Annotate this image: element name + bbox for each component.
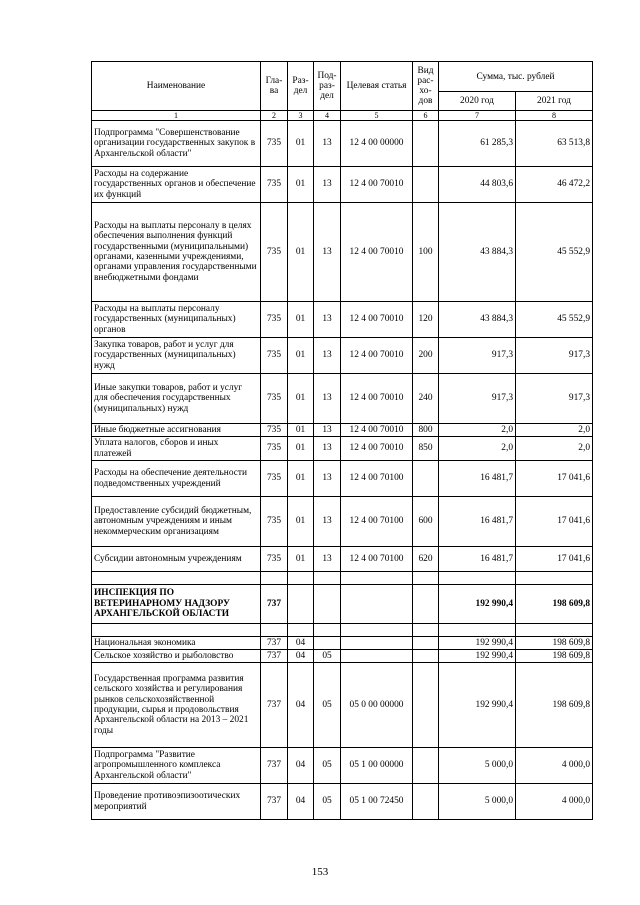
row-razdel: 01 <box>288 437 314 461</box>
row-amount-2020: 192 990,4 <box>439 650 516 663</box>
header-summa: Сумма, тыс. рублей <box>439 62 593 92</box>
row-amount-2021: 2,0 <box>516 424 593 437</box>
row-amount-2020: 917,3 <box>439 338 516 374</box>
row-amount-2021: 4 000,0 <box>516 784 593 820</box>
row-vid: 850 <box>413 437 439 461</box>
column-number: 2 <box>261 111 288 121</box>
row-glava: 737 <box>261 650 288 663</box>
row-razdel: 04 <box>288 748 314 784</box>
budget-table <box>91 61 593 820</box>
table-row-section <box>92 585 593 624</box>
row-razdel: 01 <box>288 547 314 572</box>
row-amount-2020: 5 000,0 <box>439 784 516 820</box>
row-amount-2020: 192 990,4 <box>439 663 516 748</box>
row-amount-2021: 46 472,2 <box>516 167 593 203</box>
row-name: Субсидии автономным учреждениям <box>92 547 261 572</box>
row-vid: 240 <box>413 374 439 424</box>
row-razdel: 01 <box>288 424 314 437</box>
row-name: Подпрограмма "Развитие агропромышленного комплекса Архангельской области" <box>92 748 261 784</box>
row-razdel: 01 <box>288 302 314 338</box>
table-row <box>92 203 593 302</box>
table-row <box>92 461 593 497</box>
table-row <box>92 121 593 167</box>
row-glava: 735 <box>261 302 288 338</box>
row-name: Расходы на выплаты персоналу в целях обеспечения выполнения функций государственными (муниципальными) органами, казенными учреждениями, органами управления государственными внебюджетными фондами <box>92 203 261 302</box>
row-razdel <box>288 572 314 585</box>
row-glava: 735 <box>261 121 288 167</box>
row-glava <box>261 624 288 637</box>
row-glava: 735 <box>261 461 288 497</box>
row-podrazdel <box>314 637 341 650</box>
table-row <box>92 650 593 663</box>
row-amount-2020: 192 990,4 <box>439 585 516 624</box>
row-amount-2021: 917,3 <box>516 338 593 374</box>
table-row <box>92 374 593 424</box>
column-number: 4 <box>314 111 341 121</box>
row-glava: 737 <box>261 784 288 820</box>
row-glava: 735 <box>261 338 288 374</box>
row-podrazdel: 13 <box>314 424 341 437</box>
table-row <box>92 424 593 437</box>
row-amount-2021: 17 041,6 <box>516 547 593 572</box>
column-number: 6 <box>413 111 439 121</box>
row-amount-2021: 917,3 <box>516 374 593 424</box>
row-name: Уплата налогов, сборов и иных платежей <box>92 437 261 461</box>
row-podrazdel <box>314 624 341 637</box>
table-row <box>92 784 593 820</box>
row-amount-2021 <box>516 624 593 637</box>
row-amount-2020: 44 803,6 <box>439 167 516 203</box>
row-glava: 737 <box>261 663 288 748</box>
row-podrazdel: 13 <box>314 461 341 497</box>
row-podrazdel: 13 <box>314 497 341 547</box>
row-amount-2021: 63 513,8 <box>516 121 593 167</box>
row-podrazdel: 13 <box>314 437 341 461</box>
table-row <box>92 497 593 547</box>
row-amount-2020: 192 990,4 <box>439 637 516 650</box>
row-target: 05 0 00 00000 <box>341 663 413 748</box>
row-amount-2021: 45 552,9 <box>516 302 593 338</box>
row-glava <box>261 572 288 585</box>
header-year-2020: 2020 год <box>439 92 516 111</box>
row-target: 05 1 00 00000 <box>341 748 413 784</box>
row-razdel: 01 <box>288 121 314 167</box>
header-podrazdel: Под-раз-дел <box>314 62 341 111</box>
row-name: Подпрограмма "Совершенствование организации государственных закупок в Архангельской области" <box>92 121 261 167</box>
row-razdel <box>288 585 314 624</box>
row-vid <box>413 624 439 637</box>
row-amount-2020: 5 000,0 <box>439 748 516 784</box>
row-name: Государственная программа развития сельского хозяйства и регулирования рынков сельскохозяйственной продукции, сырья и продовольствия Архангельской области на 2013 – 2021 годы <box>92 663 261 748</box>
row-target: 12 4 00 70010 <box>341 338 413 374</box>
row-target <box>341 585 413 624</box>
header-razdel: Раз-дел <box>288 62 314 111</box>
row-amount-2020 <box>439 624 516 637</box>
row-amount-2020: 16 481,7 <box>439 547 516 572</box>
row-vid <box>413 637 439 650</box>
row-podrazdel: 13 <box>314 121 341 167</box>
column-number: 5 <box>341 111 413 121</box>
row-amount-2020 <box>439 572 516 585</box>
row-target <box>341 624 413 637</box>
row-amount-2020: 2,0 <box>439 424 516 437</box>
row-vid: 800 <box>413 424 439 437</box>
row-podrazdel <box>314 572 341 585</box>
row-name: Расходы на выплаты персоналу государственных (муниципальных) органов <box>92 302 261 338</box>
table-row <box>92 624 593 637</box>
row-vid <box>413 167 439 203</box>
row-name: Проведение противоэпизоотических мероприятий <box>92 784 261 820</box>
header-name: Наименование <box>92 62 261 111</box>
row-razdel: 04 <box>288 784 314 820</box>
row-vid <box>413 121 439 167</box>
column-number: 1 <box>92 111 261 121</box>
row-name: Сельское хозяйство и рыболовство <box>92 650 261 663</box>
row-glava: 735 <box>261 374 288 424</box>
row-name: Расходы на содержание государственных органов и обеспечение их функций <box>92 167 261 203</box>
row-razdel: 01 <box>288 203 314 302</box>
row-target: 12 4 00 70010 <box>341 437 413 461</box>
row-glava: 735 <box>261 437 288 461</box>
row-target: 12 4 00 70010 <box>341 374 413 424</box>
row-name: Иные бюджетные ассигнования <box>92 424 261 437</box>
row-amount-2020: 917,3 <box>439 374 516 424</box>
row-amount-2021: 45 552,9 <box>516 203 593 302</box>
row-glava: 735 <box>261 547 288 572</box>
table-row <box>92 547 593 572</box>
row-target: 12 4 00 70010 <box>341 203 413 302</box>
column-number: 7 <box>439 111 516 121</box>
row-amount-2021: 198 609,8 <box>516 663 593 748</box>
row-amount-2021: 198 609,8 <box>516 637 593 650</box>
row-glava: 735 <box>261 424 288 437</box>
row-amount-2021 <box>516 572 593 585</box>
row-vid <box>413 748 439 784</box>
table-body <box>92 121 593 820</box>
row-amount-2021: 198 609,8 <box>516 585 593 624</box>
row-amount-2020: 43 884,3 <box>439 302 516 338</box>
page-number: 153 <box>311 866 329 878</box>
header-glava: Гла-ва <box>261 62 288 111</box>
row-razdel: 01 <box>288 374 314 424</box>
row-glava: 735 <box>261 497 288 547</box>
row-target <box>341 650 413 663</box>
row-vid: 600 <box>413 497 439 547</box>
row-target: 12 4 00 70010 <box>341 424 413 437</box>
table-row <box>92 637 593 650</box>
row-vid <box>413 650 439 663</box>
row-podrazdel: 05 <box>314 663 341 748</box>
row-name: Закупка товаров, работ и услуг для государственных (муниципальных) нужд <box>92 338 261 374</box>
row-vid: 200 <box>413 338 439 374</box>
row-amount-2021: 4 000,0 <box>516 748 593 784</box>
table-row <box>92 338 593 374</box>
row-razdel: 01 <box>288 167 314 203</box>
row-podrazdel: 13 <box>314 203 341 302</box>
row-glava: 737 <box>261 748 288 784</box>
table-row <box>92 302 593 338</box>
row-podrazdel: 13 <box>314 547 341 572</box>
row-target: 12 4 00 00000 <box>341 121 413 167</box>
header-target: Целевая статья <box>341 62 413 111</box>
row-podrazdel: 13 <box>314 338 341 374</box>
row-target: 12 4 00 70010 <box>341 167 413 203</box>
row-amount-2021: 17 041,6 <box>516 497 593 547</box>
row-vid: 620 <box>413 547 439 572</box>
row-target: 12 4 00 70100 <box>341 547 413 572</box>
table-row <box>92 748 593 784</box>
row-target: 12 4 00 70100 <box>341 461 413 497</box>
row-amount-2021: 198 609,8 <box>516 650 593 663</box>
row-podrazdel: 13 <box>314 167 341 203</box>
row-amount-2021: 17 041,6 <box>516 461 593 497</box>
row-razdel: 01 <box>288 461 314 497</box>
row-target: 12 4 00 70100 <box>341 497 413 547</box>
row-name: Предоставление субсидий бюджетным, автономным учреждениям и иным некоммерческим организациям <box>92 497 261 547</box>
row-amount-2020: 43 884,3 <box>439 203 516 302</box>
row-razdel: 01 <box>288 497 314 547</box>
column-number-row <box>92 111 593 121</box>
header-vid: Вид рас-хо-дов <box>413 62 439 111</box>
row-amount-2021: 2,0 <box>516 437 593 461</box>
row-glava: 737 <box>261 585 288 624</box>
row-name <box>92 624 261 637</box>
header-year-2021: 2021 год <box>516 92 593 111</box>
row-vid <box>413 572 439 585</box>
row-podrazdel: 13 <box>314 302 341 338</box>
row-glava: 735 <box>261 167 288 203</box>
row-vid <box>413 663 439 748</box>
row-vid: 100 <box>413 203 439 302</box>
row-podrazdel: 05 <box>314 650 341 663</box>
row-name: Иные закупки товаров, работ и услуг для обеспечения государственных (муниципальных) нужд <box>92 374 261 424</box>
row-target: 12 4 00 70010 <box>341 302 413 338</box>
row-razdel: 01 <box>288 338 314 374</box>
row-amount-2020: 16 481,7 <box>439 497 516 547</box>
row-vid <box>413 585 439 624</box>
table-row <box>92 167 593 203</box>
row-target <box>341 637 413 650</box>
row-vid <box>413 784 439 820</box>
column-number: 8 <box>516 111 593 121</box>
row-target <box>341 572 413 585</box>
row-amount-2020: 61 285,3 <box>439 121 516 167</box>
row-name: Расходы на обеспечение деятельности подведомственных учреждений <box>92 461 261 497</box>
row-razdel <box>288 624 314 637</box>
column-number: 3 <box>288 111 314 121</box>
row-glava: 737 <box>261 637 288 650</box>
table-row <box>92 663 593 748</box>
row-podrazdel: 13 <box>314 374 341 424</box>
row-razdel: 04 <box>288 663 314 748</box>
row-name <box>92 572 261 585</box>
table-row <box>92 572 593 585</box>
row-name: Национальная экономика <box>92 637 261 650</box>
row-amount-2020: 16 481,7 <box>439 461 516 497</box>
row-name: ИНСПЕКЦИЯ ПО ВЕТЕРИНАРНОМУ НАДЗОРУ АРХАНГЕЛЬСКОЙ ОБЛАСТИ <box>92 585 261 624</box>
row-vid: 120 <box>413 302 439 338</box>
table-row <box>92 437 593 461</box>
row-glava: 735 <box>261 203 288 302</box>
row-target: 05 1 00 72450 <box>341 784 413 820</box>
row-podrazdel: 05 <box>314 784 341 820</box>
row-razdel: 04 <box>288 637 314 650</box>
row-podrazdel: 05 <box>314 748 341 784</box>
row-amount-2020: 2,0 <box>439 437 516 461</box>
row-podrazdel <box>314 585 341 624</box>
row-razdel: 04 <box>288 650 314 663</box>
row-vid <box>413 461 439 497</box>
